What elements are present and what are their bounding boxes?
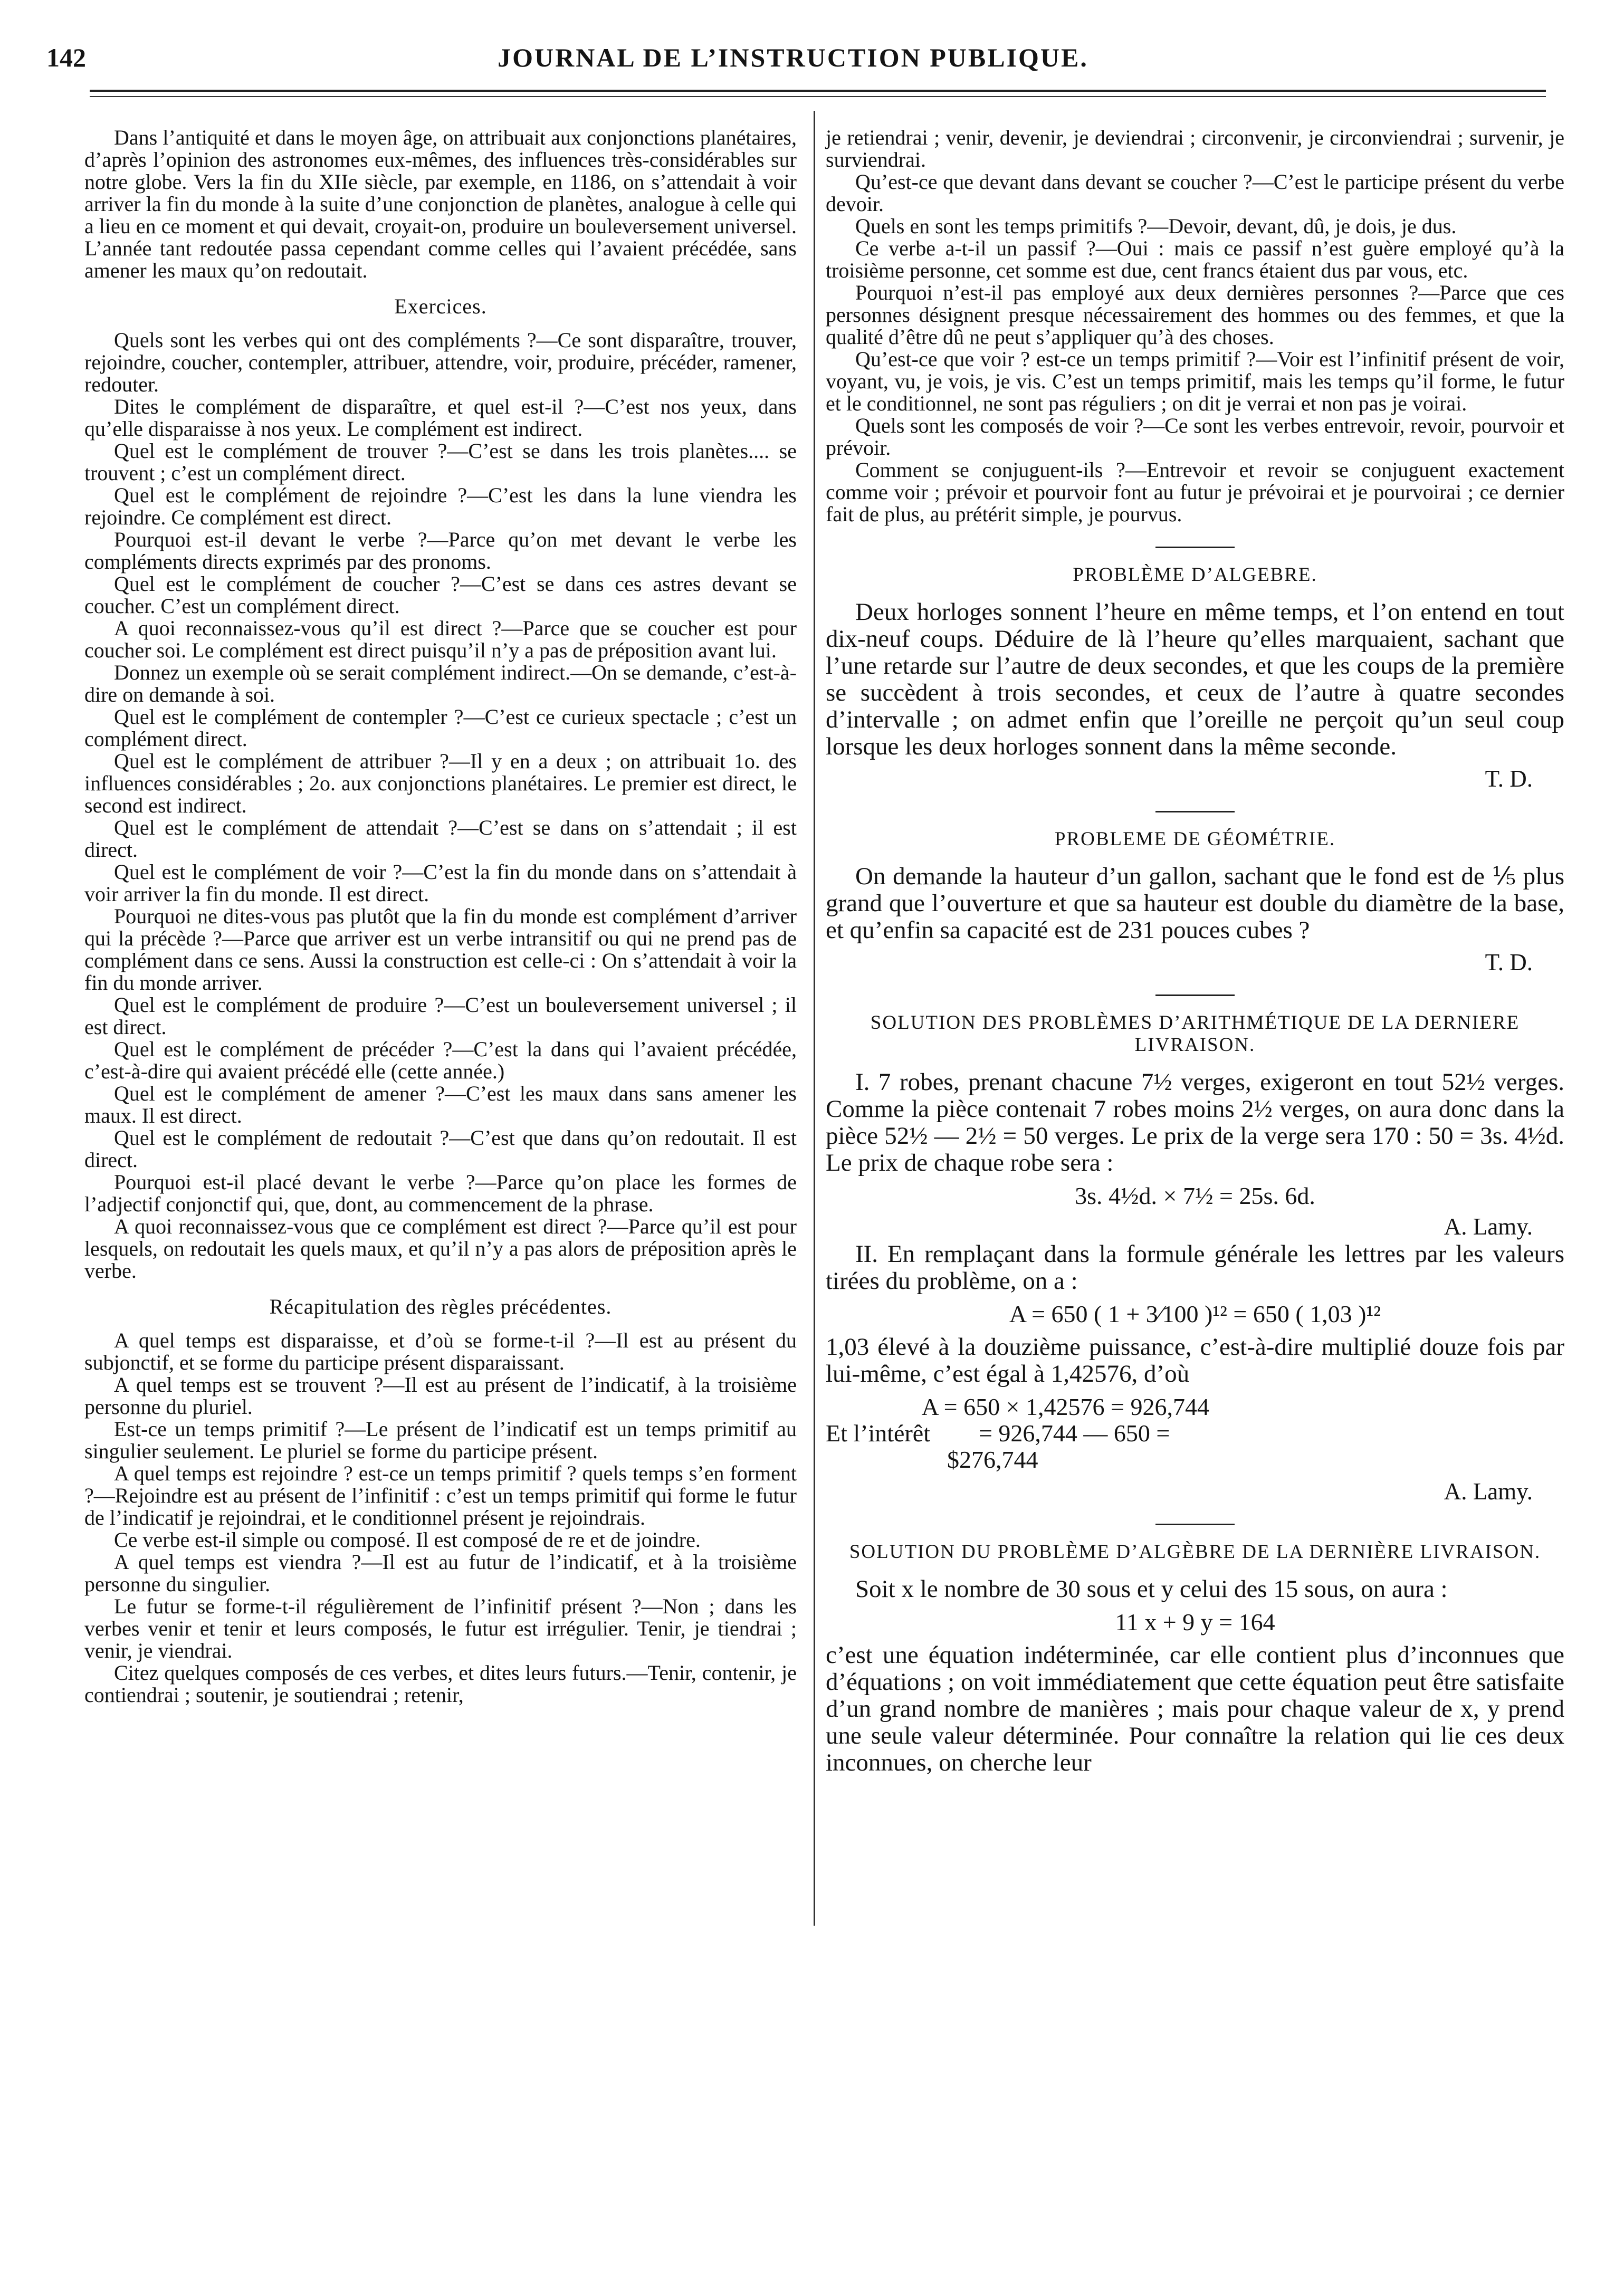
- exercise-paragraph: A quoi reconnaissez-vous qu’il est direct ?—Parce que se coucher est pour coucher soi. Le complément est direct puisqu’il n’y a pas de préposition avant lui.: [84, 616, 797, 662]
- exercise-paragraph: Quel est le complément de rejoindre ?—C’est les dans la lune viendra les rejoindre. Ce complément est direct.: [84, 483, 797, 529]
- calc-line: A = 650 × 1,42576 = 926,744: [826, 1393, 1209, 1420]
- arithmetic-solution-heading: SOLUTION DES PROBLÈMES D’ARITHMÉTIQUE DE LA DERNIERE LIVRAISON.: [870, 1012, 1520, 1056]
- section-rule: [1155, 811, 1235, 812]
- exercise-paragraph: Quel est le complément de voir ?—C’est la fin du monde dans on s’attendait à voir arriver la fin du monde. Il est direct.: [84, 860, 797, 906]
- algebra-problem-text: Deux horloges sonnent l’heure en même temps, et l’on entend en tout dix-neuf coups. Déduire de là l’heure qu’elles marquaient, sachant que l’une retarde sur l’autre de deux secondes, et que les coups de la première se succèdent à trois secondes, et ceux de l’autre à quatre secondes d’intervalle ; on admet enfin que l’oreille ne perçoit qu’un seul coup lorsque les deux horloges sonnent dans la même seconde.: [826, 598, 1564, 760]
- exercise-paragraph: Pourquoi est-il devant le verbe ?—Parce qu’on met devant le verbe les compléments directs exprimés par des pronoms.: [84, 528, 797, 573]
- header-rule-thin: [90, 96, 1546, 97]
- exercise-paragraph: A quoi reconnaissez-vous que ce complément est direct ?—Parce qu’il est pour lesquels, on redoutait les quels maux, et qu’il n’y a pas alors de préposition après le verbe.: [84, 1214, 797, 1283]
- intro-paragraph: Dans l’antiquité et dans le moyen âge, on attribuait aux conjonctions planétaires, d’après l’opinion des astronomes eux-mêmes, des influences très-considérables sur notre globe. Vers la fin du XIIe siècle, par exemple, en 1186, on s’attendait à voir arriver la fin du monde à la suite d’une conjonction de planètes, analogue à celle qui a lieu en ce moment et qui devait, croyait-on, produire un bouleversement universel. L’année tant redoutée passa cependant comme celles qui l’avaient précédée, sans amener les maux qu’on redoutait.: [84, 126, 797, 282]
- left-column: [84, 127, 797, 1706]
- page-number: 142: [46, 43, 86, 72]
- recap-paragraph: A quel temps est disparaisse, et d’où se forme-t-il ?—Il est au présent du subjonctif, et se forme du participe présent disparaissant.: [84, 1328, 797, 1374]
- recap-paragraph: A quel temps est se trouvent ?—Il est au présent de l’indicatif, à la troisième personne du pluriel.: [84, 1373, 797, 1419]
- algebra-solution-heading: SOLUTION DU PROBLÈME D’ALGÈBRE DE LA DERNIÈRE LIVRAISON.: [849, 1541, 1541, 1563]
- exercise-paragraph: Pourquoi est-il placé devant le verbe ?—Parce qu’on place les formes de l’adjectif conjonctif qui, que, dont, au commencement de la phrase.: [84, 1170, 797, 1216]
- calc-line: $276,744: [826, 1446, 1038, 1473]
- grammar-paragraph: Qu’est-ce que voir ? est-ce un temps primitif ?—Voir est l’infinitif présent de voir, voyant, vu, je vois, je vis. C’est un temps primitif, mais les temps qu’il forme, le futur et le conditionnel, ne sont pas réguliers ; on dit je verrai et non pas je voirai.: [826, 347, 1564, 415]
- geometry-problem-text: On demande la hauteur d’un gallon, sachant que le fond est de ⅕ plus grand que l’ouverture et que sa hauteur est double du diamètre de la base, et qu’enfin sa capacité est de 231 pouces cubes ?: [826, 863, 1564, 944]
- exercise-paragraph: Pourquoi ne dites-vous pas plutôt que la fin du monde est complément d’arriver qui la précède ?—Parce que arriver est un verbe intransitif ou qui ne prend pas de complément dans ce sens. Aussi la construction est celle-ci : On s’attendait à voir la fin du monde arriver.: [84, 904, 797, 994]
- solution-i-equation: 3s. 4½d. × 7½ = 25s. 6d.: [1075, 1182, 1315, 1209]
- solution-i-text: I. 7 robes, prenant chacune 7½ verges, exigeront en tout 52½ verges. Comme la pièce contenait 7 robes moins 2½ verges, on aura donc dans la pièce 52½ — 2½ = 50 verges. Le prix de la verge sera 170 : 50 = 3s. 4½d. Le prix de chaque robe sera :: [826, 1068, 1564, 1177]
- exercise-paragraph: Donnez un exemple où se serait complément indirect.—On se demande, c’est-à-dire on demande à soi.: [84, 661, 797, 706]
- recap-heading: Récapitulation des règles précédentes.: [269, 1295, 612, 1318]
- column-divider: [814, 111, 815, 1926]
- recap-paragraph: A quel temps est rejoindre ? est-ce un temps primitif ? quels temps s’en forment ?—Rejoindre est au présent de l’infinitif : c’est un temps primitif qui forme le futur de l’indicatif je rejoindrai, et le conditionnel présent je rejoindrais.: [84, 1461, 797, 1529]
- solution-ii-explanation: 1,03 élevé à la douzième puissance, c’est-à-dire multiplié douze fois par lui-même, c’est égal à 1,42576, d’où: [826, 1333, 1564, 1388]
- exercise-paragraph: Quel est le complément de trouver ?—C’est se dans les trois planètes.... se trouvent ; c’est un complément direct.: [84, 439, 797, 485]
- exercise-paragraph: Quel est le complément de amener ?—C’est les maux dans sans amener les maux. Il est direct.: [84, 1082, 797, 1127]
- algebra-solution-text: c’est une équation indéterminée, car elle contient plus d’inconnues que d’équations ; on voit immédiatement que cette équation peut être satisfaite d’un grand nombre de manières ; mais pour chaque valeur de x, y prend une seule valeur déterminée. Pour connaître la relation qui lie ces deux inconnues, on cherche leur: [826, 1641, 1564, 1776]
- exercices-list: [84, 329, 797, 1282]
- geometry-problem-signature: T. D.: [1485, 949, 1533, 975]
- calc-line: Et l’intérêt = 926,744 — 650 =: [826, 1420, 1170, 1447]
- recap-paragraph: Ce verbe est-il simple ou composé. Il est composé de re et de joindre.: [114, 1528, 701, 1552]
- right-column: [826, 127, 1564, 1776]
- algebra-problem-signature: T. D.: [1485, 766, 1533, 792]
- solution-ii-calculation: [826, 1394, 1564, 1473]
- recap-paragraph: A quel temps est viendra ?—Il est au futur de l’indicatif, et à la troisième personne du singulier.: [84, 1550, 797, 1596]
- section-rule: [1155, 994, 1235, 996]
- solution-i-signature: A. Lamy.: [1444, 1213, 1533, 1240]
- exercise-paragraph: Quel est le complément de attendait ?—C’est se dans on s’attendait ; il est direct.: [84, 816, 797, 862]
- recap-paragraph: Est-ce un temps primitif ?—Le présent de l’indicatif est un temps primitif au singulier seulement. Le pluriel se forme du participe présent.: [84, 1417, 797, 1463]
- grammar-paragraph: Quels sont les composés de voir ?—Ce sont les verbes entrevoir, revoir, pourvoir et prévoir.: [826, 414, 1564, 460]
- section-rule: [1155, 1524, 1235, 1525]
- grammar-paragraph: Quels en sont les temps primitifs ?—Devoir, devant, dû, je dois, je dus.: [855, 214, 1457, 238]
- solution-ii-equation: A = 650 ( 1 + 3⁄100 )¹² = 650 ( 1,03 )¹²: [1009, 1300, 1381, 1327]
- exercise-paragraph: Quel est le complément de précéder ?—C’est la dans qui l’avaient précédée, c’est-à-dire qui avaient précédé elle (cette année.): [84, 1037, 797, 1083]
- continuation-paragraph: je retiendrai ; venir, devenir, je deviendrai ; circonvenir, je circonviendrai ; survenir, je surviendrai.: [826, 126, 1564, 171]
- exercise-paragraph: Dites le complément de disparaître, et quel est-il ?—C’est nos yeux, dans qu’elle disparaisse à nos yeux. Le complément est indirect.: [84, 395, 797, 441]
- grammar-paragraph: Pourquoi n’est-il pas employé aux deux dernières personnes ?—Parce que ces personnes désignent presque nécessairement des hommes ou des femmes, et que la qualité d’être dû ne peut s’appliquer qu’à des choses.: [826, 281, 1564, 349]
- exercise-paragraph: Quel est le complément de coucher ?—C’est se dans ces astres devant se coucher. C’est un complément direct.: [84, 572, 797, 618]
- grammar-paragraph: Ce verbe a-t-il un passif ?—Oui : mais ce passif n’est guère employé qu’à la troisième personne, cet somme est due, cent francs étaient dus par vous, etc.: [826, 236, 1564, 282]
- solution-ii-text: II. En remplaçant dans la formule générale les lettres par les valeurs tirées du problème, on a :: [826, 1240, 1564, 1295]
- header-rule: [90, 90, 1546, 92]
- grammar-paragraph: Comment se conjuguent-ils ?—Entrevoir et revoir se conjuguent exactement comme voir ; prévoir et pourvoir font au futur je prévoirai et je pourvoirai ; ce dernier fait de plus, au prétérit simple, je pourvus.: [826, 458, 1564, 526]
- exercise-paragraph: Quel est le complément de attribuer ?—Il y en a deux ; on attribuait 1o. des influences considérables ; 2o. aux conjonctions planétaires. Le premier est direct, le second est indirect.: [84, 749, 797, 817]
- algebra-problem-heading: PROBLÈME D’ALGEBRE.: [1073, 564, 1317, 586]
- exercise-paragraph: Quels sont les verbes qui ont des compléments ?—Ce sont disparaître, trouver, rejoindre, coucher, contempler, attribuer, attendre, voir, produire, précéder, ramener, redouter.: [84, 328, 797, 396]
- exercise-paragraph: Quel est le complément de produire ?—C’est un bouleversement universel ; il est direct.: [84, 993, 797, 1039]
- recap-paragraph: Le futur se forme-t-il régulièrement de l’infinitif présent ?—Non ; dans les verbes venir et tenir et leurs composés, le futur est irrégulier. Tenir, je tiendrai ; venir, je viendrai.: [84, 1594, 797, 1662]
- algebra-solution-intro: Soit x le nombre de 30 sous et y celui des 15 sous, on aura :: [855, 1575, 1448, 1603]
- grammar-paragraph: Qu’est-ce que devant dans devant se coucher ?—C’est le participe présent du verbe devoir.: [826, 170, 1564, 216]
- right-paragraphs: [826, 171, 1564, 525]
- running-title: JOURNAL DE L’INSTRUCTION PUBLIQUE.: [498, 43, 1088, 72]
- section-rule: [1155, 547, 1235, 548]
- recap-list: [84, 1329, 797, 1706]
- page-header: [46, 42, 1540, 79]
- algebra-solution-equation: 11 x + 9 y = 164: [1115, 1609, 1275, 1635]
- solution-ii-signature: A. Lamy.: [1444, 1478, 1533, 1505]
- exercices-heading: Exercices.: [394, 294, 487, 318]
- exercise-paragraph: Quel est le complément de redoutait ?—C’est que dans qu’on redoutait. Il est direct.: [84, 1126, 797, 1172]
- geometry-problem-heading: PROBLEME DE GÉOMÉTRIE.: [1054, 828, 1336, 850]
- recap-paragraph: Citez quelques composés de ces verbes, et dites leurs futurs.—Tenir, contenir, je contiendrai ; soutenir, je soutiendrai ; retenir,: [84, 1661, 797, 1707]
- exercise-paragraph: Quel est le complément de contempler ?—C’est ce curieux spectacle ; c’est un complément direct.: [84, 705, 797, 751]
